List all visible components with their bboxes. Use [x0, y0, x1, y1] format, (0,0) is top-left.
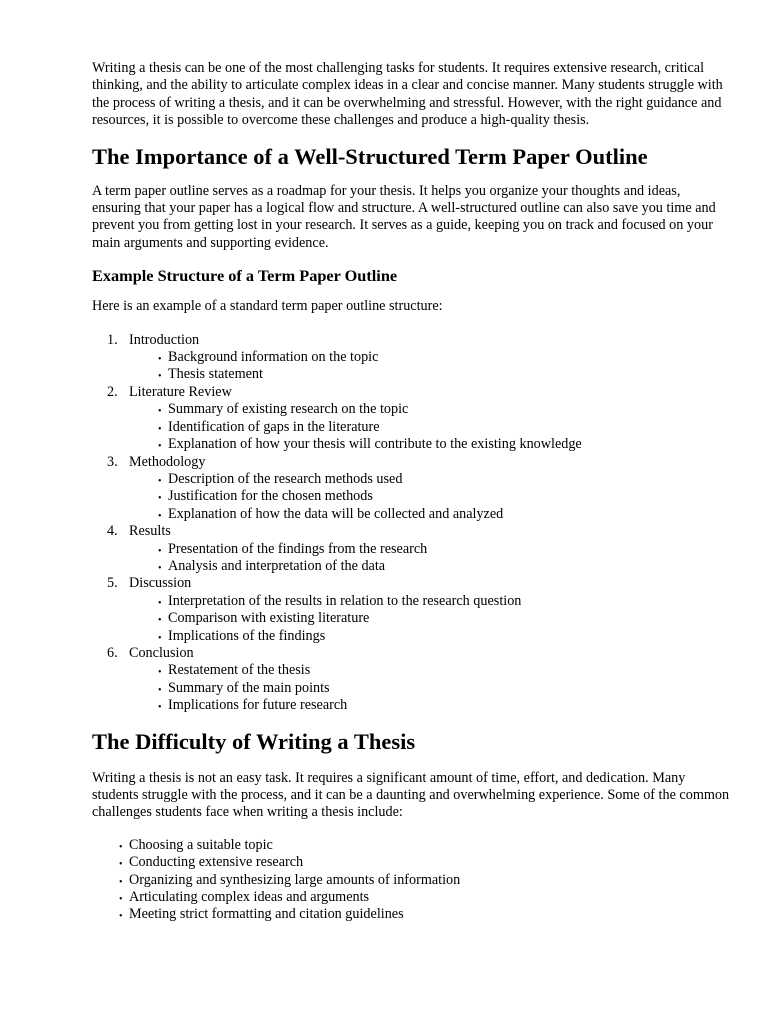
outline-subitem: [129, 419, 732, 436]
difficulty-paragraph: Writing a thesis is not an easy task. It requires a significant amount of time, effort, and dedication. Many students struggle with the process, and it can be a daunting and overwhelming experience. Some of the common challenges students face when writing a thesis include:: [92, 769, 730, 821]
outline-sublist: [129, 471, 732, 523]
outline-subitem-text: Implications of the findings: [168, 627, 326, 644]
bullet-icon: •: [158, 684, 162, 696]
outline-item: [92, 645, 732, 715]
bullet-icon: •: [158, 475, 162, 487]
outline-subitem: [129, 366, 732, 383]
outline-item-title: Methodology: [129, 453, 206, 470]
outline-item-number: 6.: [107, 644, 118, 661]
outline-sublist: [129, 401, 732, 453]
outline-item: [92, 454, 732, 524]
bullet-icon: •: [158, 632, 162, 644]
outline-item-number: 4.: [107, 523, 118, 540]
challenge-item: [92, 889, 732, 906]
challenge-item: [92, 906, 732, 923]
outline-item: [92, 384, 732, 454]
outline-subitem: [129, 436, 732, 453]
outline-subitem: [129, 662, 732, 679]
outline-list: [92, 332, 732, 715]
intro-paragraph: Writing a thesis can be one of the most challenging tasks for students. It requires extensive research, critical thinking, and the ability to articulate complex ideas in a clear and concise manner. Many students struggle with the process of writing a thesis, and it can be overwhelming and stressful. However, with the right guidance and resources, it is possible to overcome these challenges and produce a high-quality thesis.: [92, 60, 723, 129]
outline-subitem: [129, 349, 732, 366]
outline-subitem: [129, 610, 732, 627]
outline-sublist: [129, 541, 732, 576]
bullet-icon: •: [158, 562, 162, 574]
outline-subitem-text: Thesis statement: [168, 366, 263, 383]
bullet-icon: •: [158, 406, 162, 418]
outline-sublist: [129, 662, 732, 714]
heading-importance: The Importance of a Well-Structured Term Paper Outline: [92, 143, 648, 169]
outline-subitem: [129, 488, 732, 505]
example-intro-paragraph: Here is an example of a standard term paper outline structure:: [92, 298, 443, 315]
heading-example-structure: Example Structure of a Term Paper Outline: [92, 266, 398, 286]
document-page: [92, 60, 732, 924]
outline-subitem: [129, 471, 732, 488]
outline-subitem: [129, 506, 732, 523]
outline-subitem-text: Interpretation of the results in relation to the research question: [168, 592, 522, 609]
outline-item-title: Literature Review: [129, 383, 232, 400]
heading-difficulty: The Difficulty of Writing a Thesis: [92, 728, 416, 754]
outline-subitem: [129, 541, 732, 558]
challenge-item: [92, 837, 732, 854]
outline-subitem-text: Comparison with existing literature: [168, 610, 370, 627]
challenge-item: [92, 872, 732, 889]
outline-subitem-text: Summary of existing research on the topic: [168, 401, 409, 418]
outline-subitem-text: Implications for future research: [168, 697, 348, 714]
outline-subitem-text: Restatement of the thesis: [168, 662, 311, 679]
outline-subitem-text: Justification for the chosen methods: [168, 488, 373, 505]
outline-sublist: [129, 349, 732, 384]
challenge-text: Choosing a suitable topic: [129, 836, 273, 853]
challenge-item: [92, 854, 732, 871]
outline-item-title: Conclusion: [129, 644, 194, 661]
outline-item: [92, 332, 732, 384]
challenges-list: [92, 837, 732, 924]
outline-subitem: [129, 558, 732, 575]
bullet-icon: •: [158, 615, 162, 627]
bullet-icon: •: [158, 354, 162, 366]
outline-subitem: [129, 680, 732, 697]
outline-item: [92, 575, 732, 645]
outline-sublist: [129, 593, 732, 645]
challenge-text: Articulating complex ideas and arguments: [129, 889, 370, 906]
outline-item: [92, 523, 732, 575]
outline-subitem-text: Identification of gaps in the literature: [168, 418, 380, 435]
bullet-icon: •: [158, 510, 162, 522]
bullet-icon: •: [119, 859, 123, 871]
bullet-icon: •: [119, 876, 123, 888]
outline-subitem: [129, 593, 732, 610]
outline-subitem-text: Summary of the main points: [168, 679, 330, 696]
outline-item-title: Introduction: [129, 331, 200, 348]
bullet-icon: •: [158, 667, 162, 679]
importance-paragraph: A term paper outline serves as a roadmap for your thesis. It helps you organize your thoughts and ideas, ensuring that your paper has a logical flow and structure. A well-structured outline can also save you time and prevent you from getting lost in your research. It serves as a guide, keeping you on track and focused on your main arguments and supporting evidence.: [92, 182, 716, 251]
outline-item-number: 5.: [107, 575, 118, 592]
outline-subitem-text: Description of the research methods used: [168, 470, 403, 487]
outline-item-title: Discussion: [129, 575, 192, 592]
outline-subitem: [129, 628, 732, 645]
outline-subitem-text: Background information on the topic: [168, 349, 379, 366]
bullet-icon: •: [158, 493, 162, 505]
outline-subitem-text: Presentation of the findings from the research: [168, 540, 428, 557]
outline-item-title: Results: [129, 523, 171, 540]
challenge-text: Conducting extensive research: [129, 854, 304, 871]
bullet-icon: •: [158, 545, 162, 557]
bullet-icon: •: [158, 702, 162, 714]
bullet-icon: •: [119, 894, 123, 906]
bullet-icon: •: [119, 841, 123, 853]
bullet-icon: •: [119, 911, 123, 923]
outline-subitem-text: Explanation of how your thesis will contribute to the existing knowledge: [168, 436, 582, 453]
outline-subitem-text: Explanation of how the data will be collected and analyzed: [168, 505, 504, 522]
outline-subitem: [129, 697, 732, 714]
bullet-icon: •: [158, 423, 162, 435]
challenge-text: Organizing and synthesizing large amounts of information: [129, 871, 461, 888]
bullet-icon: •: [158, 441, 162, 453]
outline-subitem-text: Analysis and interpretation of the data: [168, 557, 386, 574]
outline-item-number: 1.: [107, 331, 118, 348]
bullet-icon: •: [158, 371, 162, 383]
outline-item-number: 3.: [107, 453, 118, 470]
challenge-text: Meeting strict formatting and citation guidelines: [129, 906, 404, 923]
outline-subitem: [129, 401, 732, 418]
outline-item-number: 2.: [107, 383, 118, 400]
bullet-icon: •: [158, 597, 162, 609]
